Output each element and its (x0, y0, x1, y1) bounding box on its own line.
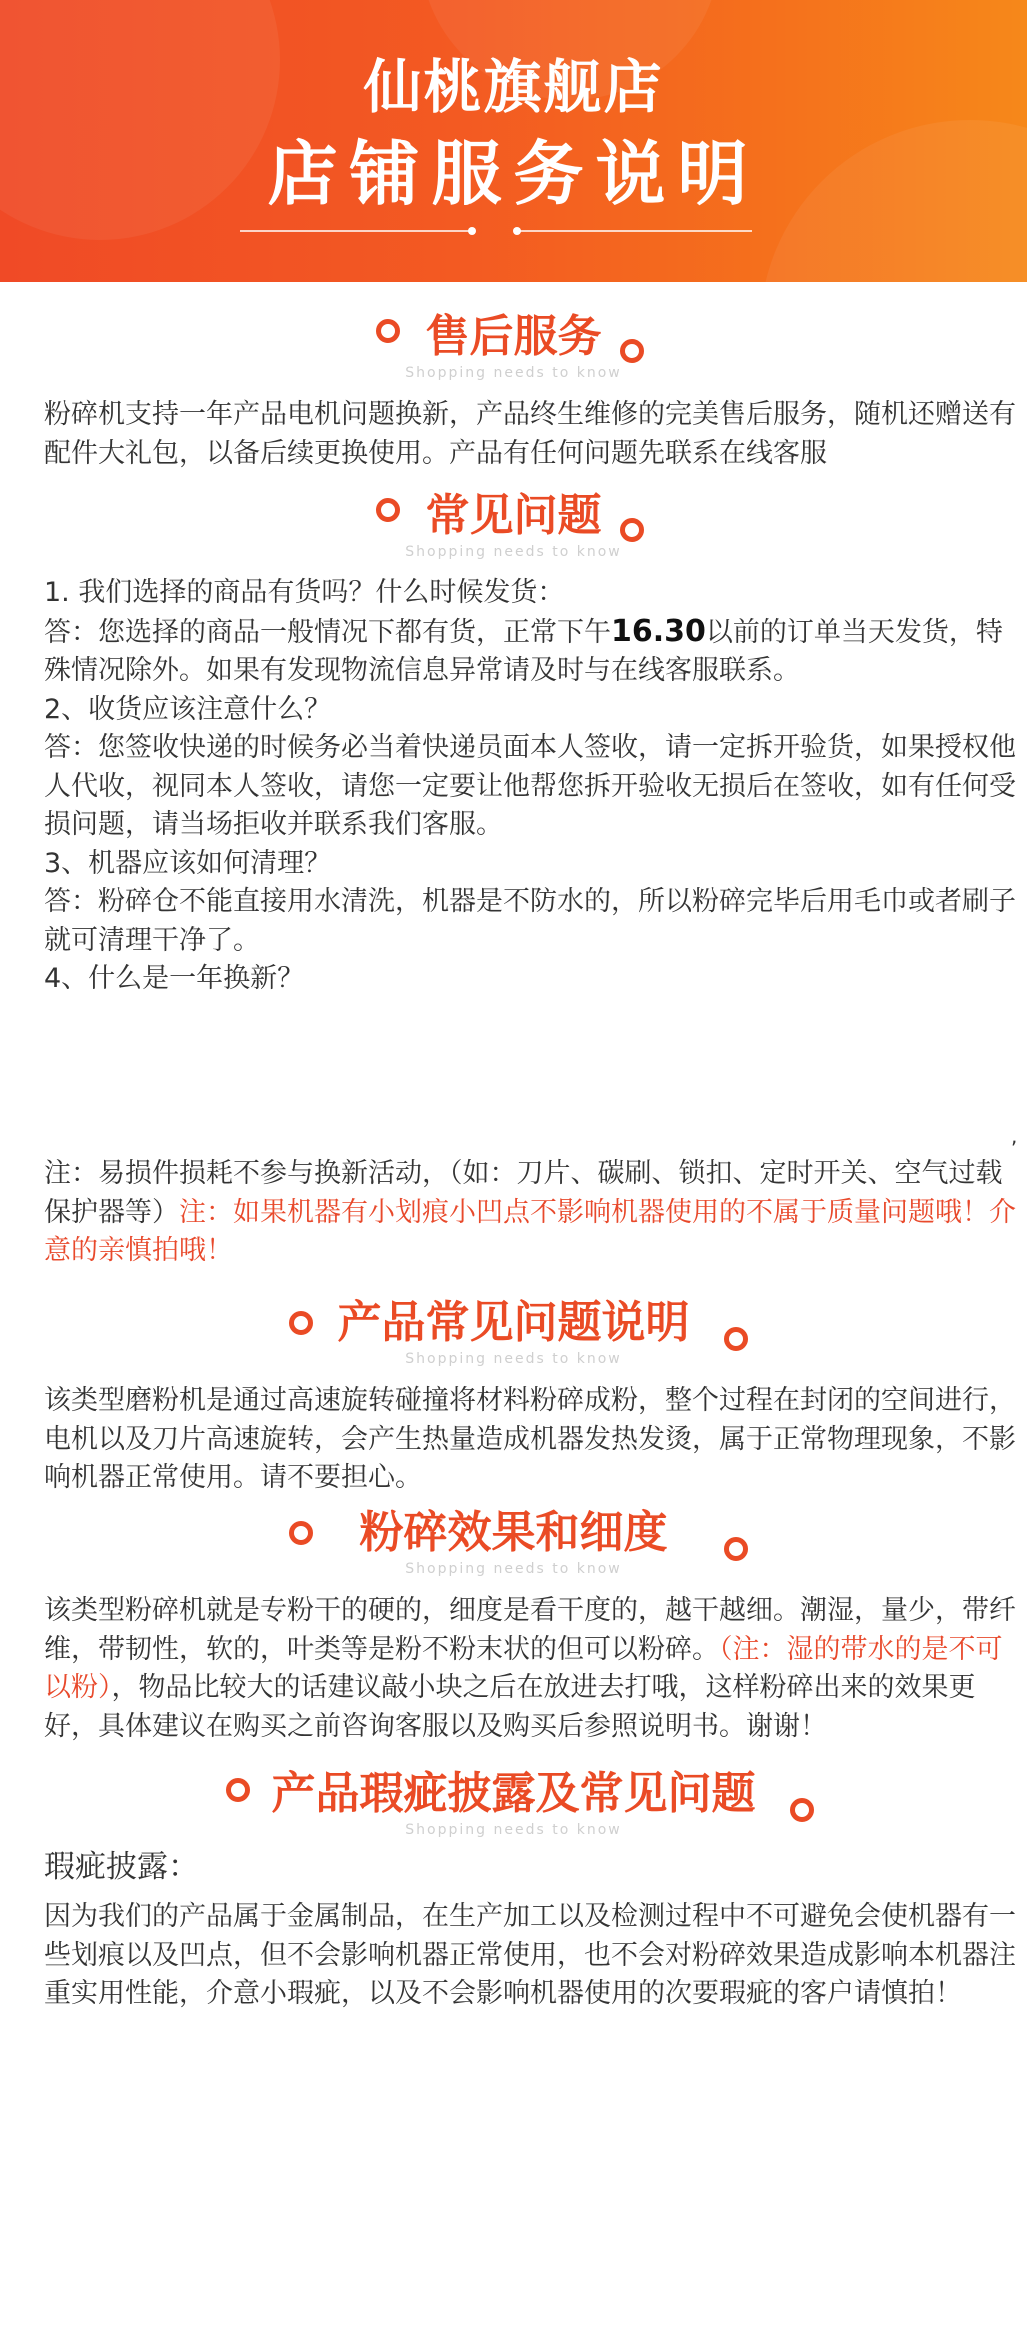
ring-icon (620, 518, 644, 542)
section-subtitle: Shopping needs to know (405, 365, 622, 381)
ring-icon (724, 1327, 748, 1351)
defects-heading (0, 1764, 1027, 1854)
store-name: 仙桃旗舰店 (363, 53, 664, 121)
fineness-text: 该类型粉碎机就是专粉干的硬的，细度是看干度的，越干越细。潮湿，量少，带纤维，带韧性，软的，叶类等是粉不粉末状的但可以粉碎。（注：湿的带水的是不可以粉），物品比较大的话建议敲小块之后在放进去打哦，这样粉碎出来的效果更好，具体建议在购买之前咨询客服以及购买后参照说明书。谢谢！ (44, 1595, 1016, 1742)
defects-label: 瑕疵披露： (44, 1849, 199, 1885)
after-sales-heading (0, 307, 1027, 397)
faq-question-4: 4、什么是一年换新？ (44, 963, 305, 994)
ring-icon (790, 1798, 814, 1822)
after-sales-text: 粉碎机支持一年产品电机问题换新，产品终生维修的完美售后服务，随机还赠送有配件大礼包，以备后续更换使用。产品有任何问题先联系在线客服 (44, 399, 1016, 469)
section-subtitle: Shopping needs to know (405, 1561, 622, 1577)
section-subtitle: Shopping needs to know (405, 1822, 622, 1838)
faq-answer-2: 答：您签收快递的时候务必当着快递员面本人签收，请一定拆开验货，如果授权他人代收，视同本人签收，请您一定要让他帮您拆开验收无损后在签收，如有任何受损问题，请当场拒收并联系我们客服。 (44, 732, 1016, 840)
faq-answer-3: 答：粉碎仓不能直接用水清洗，机器是不防水的，所以粉碎完毕后用毛巾或者刷子就可清理干净了。 (44, 886, 1016, 956)
faq-question-1: 1. 我们选择的商品有货吗？什么时候发货： (44, 577, 565, 608)
faq-question-3: 3、机器应该如何清理？ (44, 847, 332, 879)
product-faq-text: 该类型磨粉机是通过高速旋转碰撞将材料粉碎成粉，整个过程在封闭的空间进行，电机以及刀片高速旋转，会产生热量造成机器发热发烫，属于正常物理现象，不影响机器正常使用。请不要担心。 (44, 1385, 1016, 1493)
fineness-warning: （注：湿的带水的是不可以粉） (44, 1633, 1003, 1703)
header-banner (0, 0, 1027, 282)
ring-icon (620, 339, 644, 363)
banner-divider-right (520, 230, 752, 232)
faq-heading (0, 486, 1027, 576)
faq-note-warning: 注：如果机器有小划痕小凹点不影响机器使用的不属于质量问题哦！介意的亲慎拍哦！ (44, 1196, 1016, 1266)
section-subtitle: Shopping needs to know (405, 544, 622, 560)
fineness-heading (0, 1503, 1027, 1593)
faq-question-2: 2、收货应该注意什么？ (44, 693, 332, 725)
cutoff-time: 16.30 (611, 613, 706, 649)
section-title: 产品常见问题说明 (337, 1297, 690, 1348)
section-title: 常见问题 (425, 490, 602, 541)
section-title: 产品瑕疵披露及常见问题 (271, 1768, 756, 1819)
faq-note: 注：易损件损耗不参与换新活动，（如：刀片、碳刷、锁扣、定时开关、空气过载保护器等）注：如果机器有小划痕小凹点不影响机器使用的不属于质量问题哦！介意的亲慎拍哦！ (44, 1158, 1016, 1266)
section-title: 售后服务 (425, 311, 602, 362)
section-title: 粉碎效果和细度 (359, 1507, 668, 1558)
ring-icon (724, 1537, 748, 1561)
defects-text: 因为我们的产品属于金属制品，在生产加工以及检测过程中不可避免会使机器有一些划痕以及凹点，但不会影响机器正常使用，也不会对粉碎效果造成影响本机器注重实用性能，介意小瑕疵，以及不会影响机器使用的次要瑕疵的客户请慎拍！ (44, 1901, 1016, 2009)
banner-divider-dot-left (468, 227, 476, 235)
stray-mark: , (1011, 1124, 1018, 1148)
page-title: 店铺服务说明 (267, 133, 760, 215)
product-faq-heading (0, 1293, 1027, 1383)
faq-answer-1: 答：您选择的商品一般情况下都有货，正常下午16.30以前的订单当天发货，特殊情况除外。如果有发现物流信息异常请及时与在线客服联系。 (44, 613, 1003, 686)
section-subtitle: Shopping needs to know (405, 1351, 622, 1367)
faq-list (44, 574, 1019, 999)
banner-divider-left (240, 230, 472, 232)
